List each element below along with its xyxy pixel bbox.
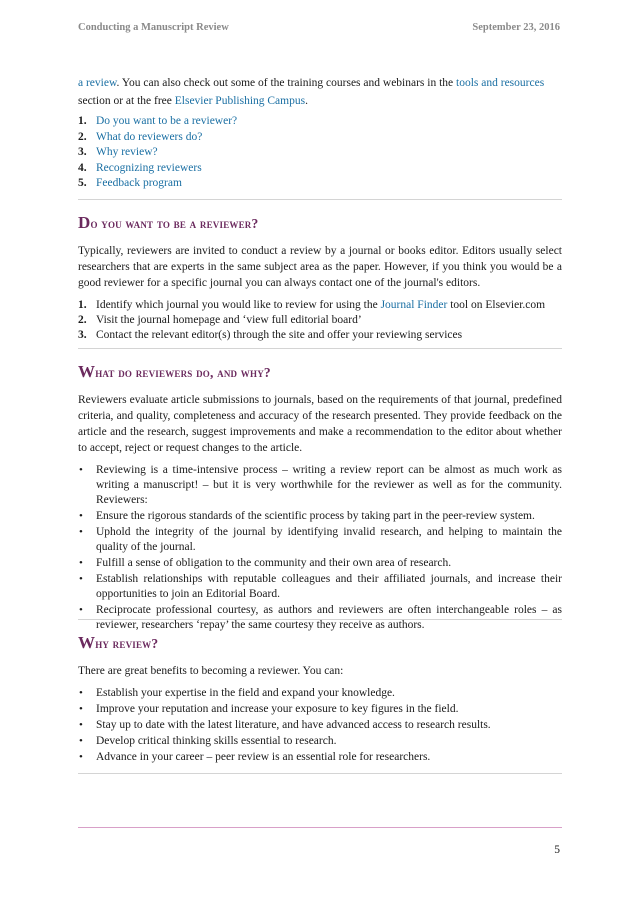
toc-link-recognizing-reviewers[interactable]: Recognizing reviewers [96,161,202,174]
bullet-list [78,686,562,765]
link-journal-finder[interactable]: Journal Finder [380,299,448,311]
toc-item: 5. Feedback program [78,177,182,189]
steps-list [78,298,562,343]
section-divider [78,773,562,774]
list-item: • Fulfill a sense of obligation to the community and their own area of research. [79,557,452,569]
intro-block [78,74,562,192]
intro-paragraph: a review. You can also check out some of the training courses and webinars in the tools and resources section or at the free Elsevier Publishing Campus. [78,77,545,107]
list-item: • Establish your expertise in the field and expand your knowledge. [79,687,395,699]
list-item: 1. Identify which journal you would like to review for using the Journal Finder tool on Elsevier.com [78,299,546,311]
section-heading: What do reviewers do, and why? [78,362,271,381]
section-paragraph: Typically, reviewers are invited to conduct a review by a journal or books editor. Editors usually select researchers that are experts in the same subject area as the paper. However, if you think you would be a good reviewer for a specific journal you can always contact one of the journal's editors. [78,245,562,289]
toc-item: 3. Why review? [78,146,158,158]
list-item: • Advance in your career – peer review is an essential role for researchers. [79,751,431,763]
toc-link-do-you-want[interactable]: Do you want to be a reviewer? [96,115,238,127]
toc-link-feedback-program[interactable]: Feedback program [96,177,182,189]
list-item: • Stay up to date with the latest literature, and have advanced access to research results. [79,719,491,731]
header-title: Conducting a Manuscript Review [78,22,229,33]
toc-item: 4. Recognizing reviewers [78,161,202,174]
section-divider [78,348,562,349]
section-heading: Do you want to be a reviewer? [78,213,259,232]
list-item: • Reciprocate professional courtesy, as authors and reviewers are often interchangeable roles – as reviewer, researchers ‘repay’ the same courtesy they receive as authors. [79,604,562,631]
list-item: • Develop critical thinking skills essential to research. [79,735,337,747]
section-why-review [78,633,562,766]
toc-link-why-review[interactable]: Why review? [96,146,158,158]
section-divider [78,199,562,200]
section-paragraph: There are great benefits to becoming a reviewer. You can: [78,665,344,677]
bullet-list [78,463,562,633]
list-item: • Reviewing is a time-intensive process – writing a review report can be almost as much work as writing a manuscript! – but it is very worthwhile for the reviewer as well as for the community. Reviewers: [79,464,562,506]
list-item: • Improve your reputation and increase your exposure to key figures in the field. [79,703,459,715]
list-item: • Uphold the integrity of the journal by identifying invalid research, and helping to maintain the quality of the journal. [79,526,562,553]
link-tools-and-resources[interactable]: tools and resources [456,77,545,89]
footer-rule [78,827,562,828]
link-a-review[interactable]: a review [78,77,117,89]
section-heading: Why review? [78,633,159,652]
list-item: 2. Visit the journal homepage and ‘view full editorial board’ [78,314,362,326]
list-item: • Establish relationships with reputable colleagues and their affiliated journals, and increase their opportunities to join an Editorial Board. [79,573,562,600]
toc-item: 2. What do reviewers do? [78,130,203,143]
toc-item: 1. Do you want to be a reviewer? [78,115,238,127]
section-divider [78,619,562,620]
table-of-contents [78,114,562,192]
toc-link-what-do-reviewers-do[interactable]: What do reviewers do? [96,130,203,143]
page-number: 5 [554,844,560,856]
section-paragraph: Reviewers evaluate article submissions to journals, based on the requirements of that journal, predefined criteria, and quality, completeness and accuracy of the research presented. They provide feedback on the article and the research, suggest improvements and make a recommendation to the editor about whether to accept, reject or request changes to the article. [78,394,562,454]
link-elsevier-publishing-campus[interactable]: Elsevier Publishing Campus [174,95,306,107]
running-header [78,22,562,33]
section-what-do-reviewers-do [78,362,562,634]
section-do-you-want [78,213,562,343]
list-item: 3. Contact the relevant editor(s) through the site and offer your reviewing services [78,329,463,341]
header-date: September 23, 2016 [472,22,560,33]
list-item: • Ensure the rigorous standards of the scientific process by taking part in the peer-review system. [79,510,535,522]
